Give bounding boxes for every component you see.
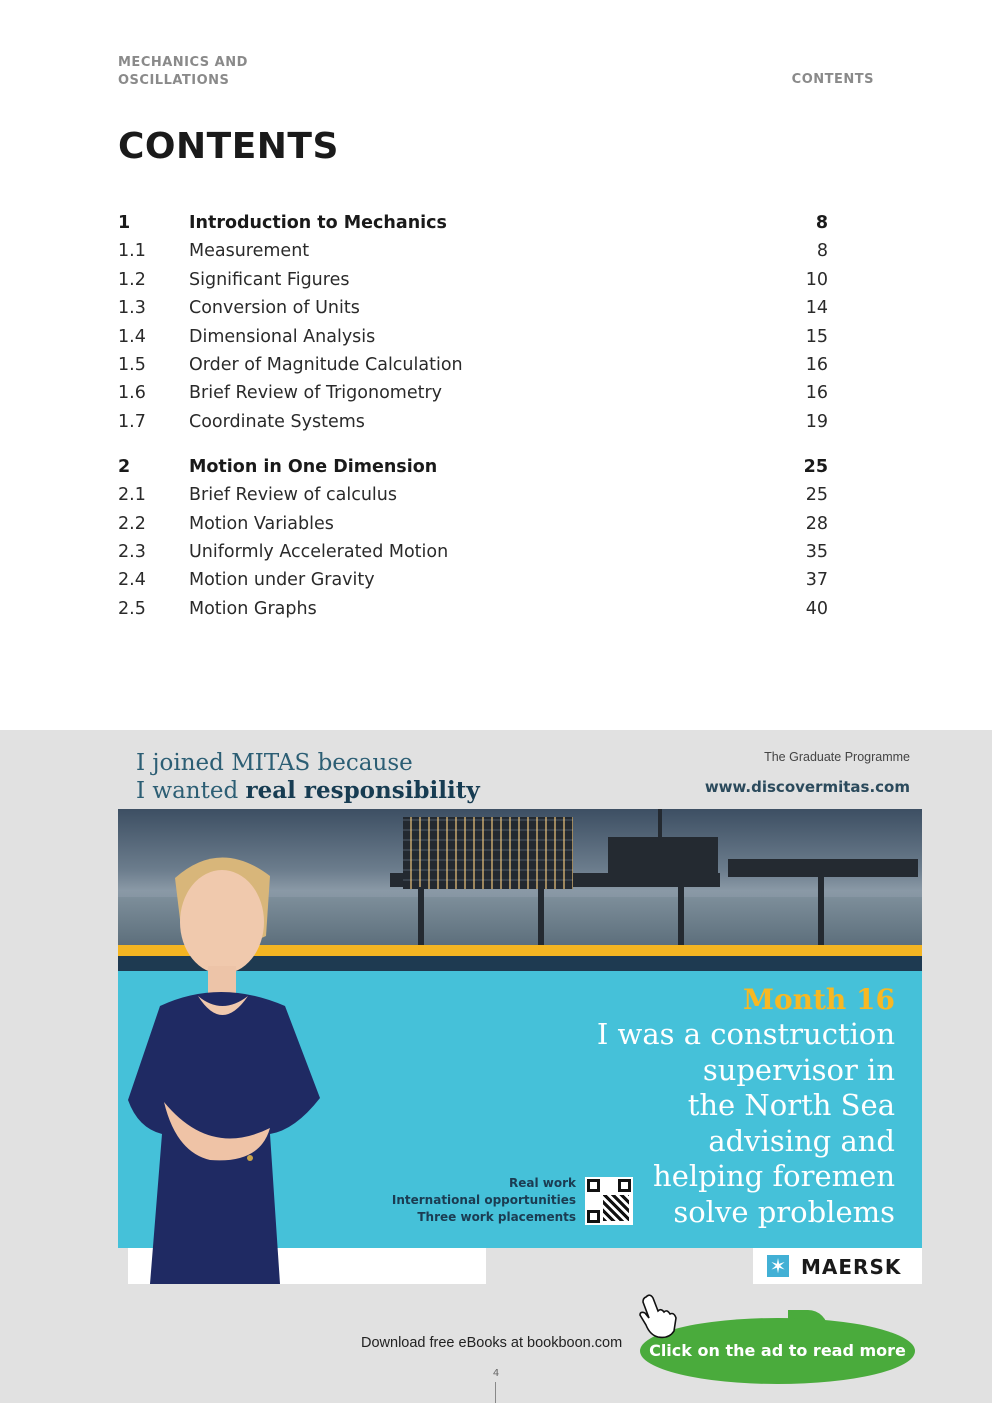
- graduate-programme-label: The Graduate Programme: [764, 750, 910, 764]
- toc-row[interactable]: [118, 294, 828, 322]
- toc-row[interactable]: [118, 266, 828, 294]
- toc-title: Uniformly Accelerated Motion: [189, 542, 449, 563]
- toc-page-number: 19: [805, 411, 828, 432]
- ad-quote-line: supervisor in: [702, 1052, 895, 1087]
- running-header-left: [118, 54, 248, 90]
- toc-page-number: 28: [805, 513, 828, 534]
- toc-page-number: 16: [805, 354, 828, 375]
- rig-leg: [418, 887, 424, 945]
- toc-title: Motion in One Dimension: [189, 456, 438, 477]
- maersk-wordmark: MAERSK: [801, 1255, 902, 1279]
- ad-quote-line: I was a construction: [596, 1017, 895, 1051]
- advertisement[interactable]: [0, 730, 992, 1403]
- toc-title: Brief Review of calculus: [189, 485, 397, 506]
- ad-top-right: [705, 750, 910, 796]
- toc-row[interactable]: [118, 351, 828, 379]
- toc-number: 1: [118, 213, 131, 233]
- ad-bullets: [392, 1175, 576, 1226]
- toc-page-number: 15: [805, 326, 828, 347]
- toc-title: Motion Graphs: [189, 598, 317, 619]
- maersk-logo: [753, 1248, 922, 1284]
- toc-title: Introduction to Mechanics: [189, 213, 447, 233]
- toc-page-number: 16: [805, 383, 828, 404]
- toc-page-number: 40: [805, 598, 828, 619]
- ad-quote: [597, 1017, 895, 1230]
- maersk-star-icon: ✶: [767, 1255, 789, 1277]
- ad-headline-line2: [136, 777, 480, 805]
- toc-row[interactable]: [118, 408, 828, 436]
- qr-code-icon[interactable]: [585, 1177, 633, 1225]
- month-label: Month 16: [742, 983, 895, 1016]
- toc-title: Motion Variables: [189, 513, 334, 534]
- rig-bridge: [728, 859, 918, 877]
- toc-number: 2.3: [118, 542, 146, 563]
- running-header-right: CONTENTS: [791, 72, 874, 87]
- toc-page-number: 10: [805, 269, 828, 290]
- toc-row[interactable]: [118, 379, 828, 407]
- toc-title: Conversion of Units: [189, 298, 360, 319]
- toc-row[interactable]: [118, 595, 828, 623]
- ad-quote-line: solve problems: [673, 1194, 895, 1229]
- toc-title: Measurement: [189, 241, 310, 262]
- ad-quote-line: the North Sea: [687, 1088, 895, 1122]
- toc-number: 1.4: [118, 326, 146, 347]
- toc-title: Coordinate Systems: [189, 411, 365, 432]
- ad-headline-bold: real responsibility: [245, 777, 480, 804]
- page-number: 4: [492, 1368, 500, 1379]
- rig-leg: [538, 887, 544, 945]
- toc-row[interactable]: [118, 323, 828, 351]
- rig-leg: [818, 877, 824, 945]
- page-title: CONTENTS: [118, 126, 339, 167]
- running-header-line1: MECHANICS AND: [118, 55, 248, 70]
- rig-tower: [403, 817, 573, 889]
- ad-quote-line: helping foremen: [653, 1159, 895, 1193]
- toc-row[interactable]: [118, 538, 828, 566]
- toc-title: Dimensional Analysis: [189, 326, 376, 347]
- ad-headline-prefix: I wanted: [136, 778, 246, 804]
- toc-page-number: 25: [803, 456, 828, 477]
- toc-page-number: 8: [816, 241, 828, 262]
- ad-quote-line: advising and: [708, 1123, 895, 1158]
- pointer-hand-icon: [636, 1293, 680, 1339]
- toc-page-number: 35: [805, 542, 828, 563]
- rig-crane: [658, 809, 662, 839]
- toc-number: 1.5: [118, 354, 146, 375]
- toc-number: 1.1: [118, 241, 146, 262]
- rig-leg: [678, 887, 684, 945]
- toc-number: 1.3: [118, 298, 146, 319]
- read-more-button[interactable]: Click on the ad to read more: [640, 1318, 915, 1384]
- download-link-text[interactable]: Download free eBooks at bookboon.com: [361, 1335, 623, 1351]
- toc-number: 1.2: [118, 269, 146, 290]
- toc-number: 1.6: [118, 383, 146, 404]
- toc-row[interactable]: [118, 237, 828, 265]
- toc-chapter-row[interactable]: [118, 209, 828, 237]
- ad-bullet: Real work: [509, 1176, 576, 1190]
- toc-number: 1.7: [118, 411, 146, 432]
- toc-chapter-row[interactable]: [118, 453, 828, 481]
- ad-headline-line1: I joined MITAS because: [136, 750, 413, 776]
- ad-bullet: Three work placements: [417, 1210, 576, 1224]
- page-divider: [495, 1382, 496, 1403]
- ad-bullet: International opportunities: [391, 1193, 576, 1207]
- toc-page-number: 25: [805, 485, 828, 506]
- toc-number: 2.5: [118, 598, 146, 619]
- toc-page-number: 8: [815, 213, 828, 233]
- toc-row[interactable]: [118, 510, 828, 538]
- toc-title: Brief Review of Trigonometry: [189, 383, 442, 404]
- toc-title: Motion under Gravity: [189, 570, 375, 591]
- toc-number: 2.1: [118, 485, 146, 506]
- toc-number: 2.2: [118, 513, 146, 534]
- toc-row[interactable]: [118, 481, 828, 509]
- toc-page-number: 14: [805, 298, 828, 319]
- ad-headline: [136, 750, 480, 805]
- toc-number: 2.4: [118, 570, 146, 591]
- rig-module: [608, 837, 718, 877]
- toc-page-number: 37: [805, 570, 828, 591]
- ad-url[interactable]: www.discovermitas.com: [704, 778, 910, 796]
- toc-title: Significant Figures: [189, 269, 350, 290]
- toc-number: 2: [118, 456, 131, 477]
- toc-title: Order of Magnitude Calculation: [189, 354, 463, 375]
- running-header-line2: OSCILLATIONS: [118, 73, 230, 88]
- toc-row[interactable]: [118, 566, 828, 594]
- table-of-contents: [118, 209, 828, 623]
- woman-photo: [120, 838, 390, 1284]
